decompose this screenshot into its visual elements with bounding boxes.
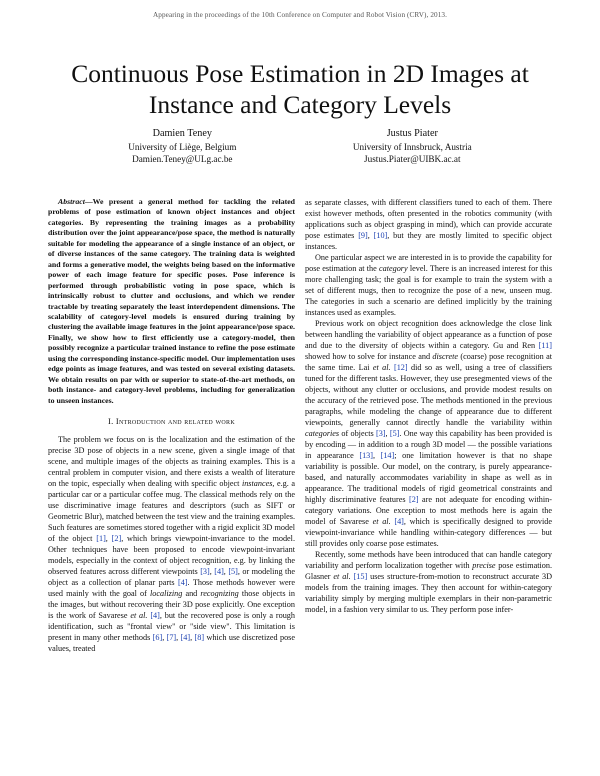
paper-title xyxy=(40,58,560,120)
citation-link[interactable]: [4] xyxy=(150,611,160,621)
right-column xyxy=(305,197,552,615)
section-heading: I. Introduction and related work xyxy=(108,417,235,427)
intro-paragraph-4: Recently, some methods have been introduced that can handle category variability and perform localization together with precise pose estimation. Glasner et al. [15] uses structure-from-motion to reconstruct accurate 3D models from the training images. They then account for within-category variability simply by merging multiple exemplars in their non-parametric model, in a fashion very similar to us. They perform pose infer- xyxy=(305,550,553,614)
author-1 xyxy=(128,127,236,165)
author-name: Damien Teney xyxy=(152,128,212,139)
citation-link[interactable]: [11] xyxy=(538,341,552,350)
citation-link[interactable]: [10] xyxy=(373,231,388,240)
citation-link[interactable]: [4] xyxy=(394,517,404,526)
author-name: Justus Piater xyxy=(386,128,438,139)
citation-link[interactable]: [9] xyxy=(358,231,368,240)
citation-link[interactable]: [3] xyxy=(375,429,386,438)
citation-link[interactable]: [2] xyxy=(111,534,122,544)
citation-link[interactable]: [5] xyxy=(228,567,238,577)
citation-link[interactable]: [4] xyxy=(214,567,224,577)
abstract xyxy=(48,197,295,406)
citation-link[interactable]: [14] xyxy=(380,451,395,460)
citation-link[interactable]: [15] xyxy=(353,572,368,581)
title-line-2: Instance and Category Levels xyxy=(148,90,452,119)
author-email: Justus.Piater@UIBK.ac.at xyxy=(364,153,461,164)
title-line-1: Continuous Pose Estimation in 2D Images at xyxy=(71,59,529,88)
intro-paragraph-2: One particular aspect we are interested in is to provide the capability for pose estimation at the category level. There is an increased interest for this more challenging task; the goal is for example to train the system with a set of different mugs, then to recognize the pose of a new, unseen mug. The categories in such a scenario are defined implicitly by the training instances used as examples. xyxy=(305,253,553,317)
abstract-text: —We present a general method for tackling the related problems of pose estimation of known object instances and object categories. By representing the training images as a probability distribution over the joint appearance/pose space, the method is naturally suitable for modeling the appearance of a single instance of an object, or of diverse instances of the same category. The training data is weighted and forms a generative model, the weights being based on the informative power of each image feature for specific poses. Pose inference is performed through probabilistic voting in pose space, which is intrinsically robust to clutter and occlusions, and which we render tractable by treating separately the least interdependent dimensions. The scalability of category-level models is ensured during training by clustering the available image features in the joint appearance/pose space. Finally, we show how to first efficiently use a category-model, then possibly recognize a particular trained instance to refine the pose estimate using the corresponding instance-specific model. Our implementation uses edge points as image features, and was tested on several existing datasets. We obtain results on par with or superior to state-of-the-art methods, on both instance- and category-level problems, including for generalization to unseen instances. xyxy=(48,197,295,405)
conference-note: Appearing in the proceedings of the 10th Conference on Computer and Robot Vision (CRV), 2013. xyxy=(152,11,447,19)
intro-paragraph-continued: as separate classes, with different classifiers tuned to each of them. There exist however methods, often presented in the robotics community (with applications such as object grasping in mind), which can provide accurate pose estimates [9], [10], but they are mostly limited to specific object instances. xyxy=(305,198,553,251)
citation-link[interactable]: [1] xyxy=(96,534,106,544)
intro-paragraph-1: The problem we focus on is the localization and the estimation of the precise 3D pose of objects in a new scene, given a single image of that scene, and multiple images of the objects as training examples. This is a central problem in computer vision, and there exists a wealth of literature on the topic, especially when dealing with specific object instances, e.g. a particular car or a particular coffee mug. The classical methods rely on the use discriminative image features and descriptors (such as SIFT or Geometric Blur), matched between the test view and the training examples. Such features are sometimes stored together with a rigid explicit 3D model of the object [1], [2], which brings viewpoint-invariance to the model. Other techniques have been proposed to encode viewpoint-invariant models, especially in the context of object recognition, e.g. by linking the observed features across different viewpoints [3], [4], [5], or modeling the object as a collection of planar parts [4]. Those methods however were used mainly with the goal of localizing and recognizing those objects in the images, but without recovering their 3D pose explicitly. One exception is the work of Savarese et al. [4], but the recovered pose is only a rough identification, such as "frontal view" or "side view". This limitation is present in many other methods [6], [7], [4], [8] which use discretized pose values, treated xyxy=(48,435,296,654)
author-block xyxy=(70,127,530,165)
citation-link[interactable]: [5] xyxy=(389,429,400,438)
citation-link[interactable]: [4] xyxy=(177,578,188,588)
citation-link[interactable]: [4] xyxy=(180,633,191,643)
author-2 xyxy=(353,127,472,165)
citation-link[interactable]: [13] xyxy=(359,451,373,460)
author-email: Damien.Teney@ULg.ac.be xyxy=(132,153,233,164)
citation-link[interactable]: [7] xyxy=(166,633,177,643)
citation-link[interactable]: [12] xyxy=(393,363,408,372)
citation-link[interactable]: [3] xyxy=(200,567,210,577)
abstract-lead: Abstract xyxy=(58,197,85,206)
citation-link[interactable]: [8] xyxy=(194,633,205,643)
left-column xyxy=(48,197,295,654)
intro-paragraph-3: Previous work on object recognition does acknowledge the close link between handling the variability of object appearance as a function of pose and due to the diversity of objects within a category. Gu and Ren [11] showed how to solve for instance and discrete (coarse) pose recognition at the same time. Lai et al. [12] did so as well, using a tree of classifiers tuned for the different tasks. However, they use presegmented views of the objects, without any clutter or occlusions, and provide modest results on the accuracy of the retrieved pose. The methods mentioned in the previous paragraphs, while modeling the change of appearance due to different viewpoints, generally cannot directly handle the variability within categories of objects [3], [5]. One way this capability has been provided is by encoding — in addition to a rough 3D model — the possible variations in appearance [13], [14]; one limitation however is that no shape variability is possible. Our model, on the contrary, is purely appearance-based, and naturally accommodates variability in shape as well as in appearance. The traditional models of rigid geometrical constraints and highly discriminative features [2] are not adequate for encoding within-category variations. One exception to most methods here is again the model of Savarese et al. [4], which is specifically designed to provide viewpoint-invariance while handling within-category differences — but still provides only coarse pose estimates. xyxy=(305,319,553,548)
author-affiliation: University of Liège, Belgium xyxy=(128,141,237,152)
author-affiliation: University of Innsbruck, Austria xyxy=(352,141,472,152)
citation-link[interactable]: [6] xyxy=(152,633,163,643)
citation-link[interactable]: [2] xyxy=(409,495,419,504)
